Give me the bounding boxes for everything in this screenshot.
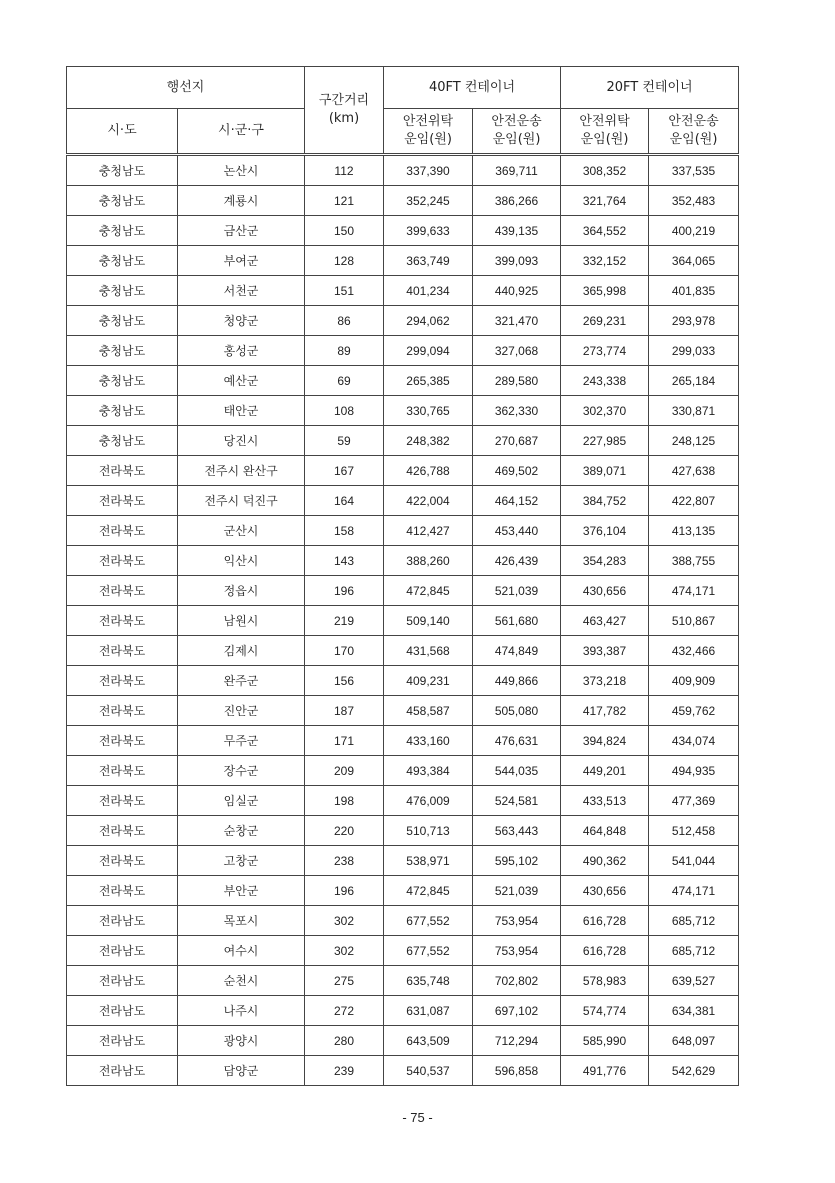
ft40-consign-fare: 677,552: [384, 936, 473, 966]
ft40-consign-fare: 388,260: [384, 546, 473, 576]
ft20-transport-fare: 248,125: [649, 426, 739, 456]
province-cell: 충청남도: [67, 426, 178, 456]
rate-table-body: [67, 155, 739, 1086]
freight-rate-table: [66, 66, 739, 1086]
ft40-transport-fare: 596,858: [473, 1056, 561, 1086]
table-row: [67, 906, 739, 936]
table-row: [67, 996, 739, 1026]
ft20-consign-header: [561, 109, 649, 155]
province-cell: 전라남도: [67, 966, 178, 996]
ft40-transport-fare: 426,439: [473, 546, 561, 576]
distance-header-unit: (km): [328, 111, 360, 126]
ft40-transport-header: [473, 109, 561, 155]
ft40-transport-fare: 449,866: [473, 666, 561, 696]
province-cell: 전라남도: [67, 1026, 178, 1056]
ft20-consign-fare: 389,071: [561, 456, 649, 486]
page-number: - 75 -: [402, 1110, 433, 1125]
distance-cell: 156: [305, 666, 384, 696]
ft20-transport-fare: 685,712: [649, 906, 739, 936]
distance-cell: 272: [305, 996, 384, 1026]
ft20-transport-fare: 413,135: [649, 516, 739, 546]
province-cell: 전라북도: [67, 756, 178, 786]
ft20-transport-fare: 330,871: [649, 396, 739, 426]
ft20-transport-fare: 388,755: [649, 546, 739, 576]
city-cell: 계룡시: [178, 186, 305, 216]
ft40-consign-fare: 399,633: [384, 216, 473, 246]
ft20-consign-fare: 574,774: [561, 996, 649, 1026]
ft40-consign-fare: 472,845: [384, 876, 473, 906]
ft40-transport-fare: 521,039: [473, 576, 561, 606]
ft40-consign-fare: 476,009: [384, 786, 473, 816]
table-row: [67, 426, 739, 456]
city-header: 시·군·구: [178, 109, 305, 155]
distance-cell: 239: [305, 1056, 384, 1086]
province-cell: 전라북도: [67, 636, 178, 666]
ft40-consign-fare: 265,385: [384, 366, 473, 396]
city-cell: 부안군: [178, 876, 305, 906]
ft40-transport-fare: 505,080: [473, 696, 561, 726]
province-cell: 전라남도: [67, 996, 178, 1026]
province-cell: 충청남도: [67, 366, 178, 396]
ft40-consign-fare: 422,004: [384, 486, 473, 516]
table-row: [67, 876, 739, 906]
ft40-transport-fare: 563,443: [473, 816, 561, 846]
ft40-transport-fare: 399,093: [473, 246, 561, 276]
fare-unit-label: 운임(원): [580, 132, 629, 147]
ft40-consign-fare: 493,384: [384, 756, 473, 786]
ft40-consign-fare: 412,427: [384, 516, 473, 546]
ft40-consign-fare: 631,087: [384, 996, 473, 1026]
ft20-consign-fare: 463,427: [561, 606, 649, 636]
ft40-consign-fare: 299,094: [384, 336, 473, 366]
distance-cell: 170: [305, 636, 384, 666]
distance-cell: 128: [305, 246, 384, 276]
ft20-transport-fare: 434,074: [649, 726, 739, 756]
distance-cell: 164: [305, 486, 384, 516]
fare-unit-label: 운임(원): [492, 132, 541, 147]
ft40-transport-fare: 453,440: [473, 516, 561, 546]
ft40-transport-fare: 697,102: [473, 996, 561, 1026]
ft20-transport-fare: 337,535: [649, 155, 739, 186]
table-row: [67, 516, 739, 546]
province-cell: 충청남도: [67, 246, 178, 276]
ft40-transport-fare: 753,954: [473, 936, 561, 966]
table-row: [67, 216, 739, 246]
province-cell: 전라북도: [67, 876, 178, 906]
table-row: [67, 696, 739, 726]
consign-label: 안전위탁: [402, 114, 454, 129]
ft20-transport-fare: 293,978: [649, 306, 739, 336]
distance-cell: 86: [305, 306, 384, 336]
ft20-consign-fare: 273,774: [561, 336, 649, 366]
city-cell: 완주군: [178, 666, 305, 696]
province-cell: 전라북도: [67, 816, 178, 846]
ft40-transport-fare: 464,152: [473, 486, 561, 516]
province-cell: 충청남도: [67, 216, 178, 246]
ft20-consign-fare: 243,338: [561, 366, 649, 396]
city-cell: 순천시: [178, 966, 305, 996]
table-row: [67, 456, 739, 486]
city-cell: 광양시: [178, 1026, 305, 1056]
distance-cell: 302: [305, 936, 384, 966]
province-cell: 충청남도: [67, 396, 178, 426]
ft40-consign-fare: 363,749: [384, 246, 473, 276]
table-row: [67, 666, 739, 696]
ft20-consign-fare: 449,201: [561, 756, 649, 786]
city-cell: 장수군: [178, 756, 305, 786]
province-cell: 전라북도: [67, 486, 178, 516]
ft40-consign-fare: 540,537: [384, 1056, 473, 1086]
ft40-consign-fare: 635,748: [384, 966, 473, 996]
table-row: [67, 396, 739, 426]
city-cell: 전주시 덕진구: [178, 486, 305, 516]
distance-cell: 280: [305, 1026, 384, 1056]
city-cell: 전주시 완산구: [178, 456, 305, 486]
ft20-consign-fare: 490,362: [561, 846, 649, 876]
ft20-consign-fare: 393,387: [561, 636, 649, 666]
ft40-consign-fare: 431,568: [384, 636, 473, 666]
ft40-consign-fare: 337,390: [384, 155, 473, 186]
city-cell: 태안군: [178, 396, 305, 426]
city-cell: 부여군: [178, 246, 305, 276]
consign-label: 안전위탁: [579, 114, 630, 129]
ft20-transport-fare: 639,527: [649, 966, 739, 996]
ft20-consign-fare: 321,764: [561, 186, 649, 216]
ft20-consign-fare: 365,998: [561, 276, 649, 306]
ft40-consign-fare: 510,713: [384, 816, 473, 846]
table-row: [67, 726, 739, 756]
ft20-transport-header: [649, 109, 739, 155]
ft20-consign-fare: 616,728: [561, 906, 649, 936]
ft40-consign-fare: 426,788: [384, 456, 473, 486]
city-cell: 목포시: [178, 906, 305, 936]
province-cell: 충청남도: [67, 186, 178, 216]
province-cell: 전라남도: [67, 906, 178, 936]
ft20-consign-fare: 616,728: [561, 936, 649, 966]
table-row: [67, 306, 739, 336]
table-row: [67, 486, 739, 516]
ft20-transport-fare: 512,458: [649, 816, 739, 846]
province-cell: 전라북도: [67, 846, 178, 876]
ft20-consign-fare: 417,782: [561, 696, 649, 726]
province-cell: 충청남도: [67, 306, 178, 336]
ft40-transport-fare: 270,687: [473, 426, 561, 456]
distance-cell: 151: [305, 276, 384, 306]
province-cell: 전라북도: [67, 666, 178, 696]
province-cell: 전라남도: [67, 1056, 178, 1086]
ft40-transport-fare: 327,068: [473, 336, 561, 366]
ft20-transport-fare: 494,935: [649, 756, 739, 786]
distance-cell: 220: [305, 816, 384, 846]
table-row: [67, 636, 739, 666]
table-row: [67, 1026, 739, 1056]
ft20-consign-fare: 354,283: [561, 546, 649, 576]
ft40-consign-fare: 433,160: [384, 726, 473, 756]
ft40-transport-fare: 439,135: [473, 216, 561, 246]
province-header: 시·도: [67, 109, 178, 155]
ft20-transport-fare: 474,171: [649, 576, 739, 606]
ft20-header: 20FT 컨테이너: [561, 67, 739, 109]
ft20-transport-fare: 364,065: [649, 246, 739, 276]
distance-cell: 196: [305, 876, 384, 906]
distance-cell: 275: [305, 966, 384, 996]
ft40-transport-fare: 469,502: [473, 456, 561, 486]
ft20-consign-fare: 373,218: [561, 666, 649, 696]
city-cell: 홍성군: [178, 336, 305, 366]
province-cell: 충청남도: [67, 336, 178, 366]
header-row-2: [67, 109, 739, 155]
city-cell: 청양군: [178, 306, 305, 336]
distance-cell: 121: [305, 186, 384, 216]
table-row: [67, 576, 739, 606]
ft40-transport-fare: 524,581: [473, 786, 561, 816]
distance-header: [305, 67, 384, 155]
ft40-consign-fare: 409,231: [384, 666, 473, 696]
table-row: [67, 816, 739, 846]
province-cell: 전라남도: [67, 936, 178, 966]
distance-header-label: 구간거리: [318, 93, 370, 108]
ft40-header: 40FT 컨테이너: [384, 67, 561, 109]
ft20-consign-fare: 394,824: [561, 726, 649, 756]
city-cell: 군산시: [178, 516, 305, 546]
city-cell: 논산시: [178, 155, 305, 186]
ft20-transport-fare: 400,219: [649, 216, 739, 246]
ft20-consign-fare: 491,776: [561, 1056, 649, 1086]
table-row: [67, 1056, 739, 1086]
ft20-consign-fare: 578,983: [561, 966, 649, 996]
province-cell: 전라북도: [67, 516, 178, 546]
ft20-consign-fare: 464,848: [561, 816, 649, 846]
ft20-consign-fare: 269,231: [561, 306, 649, 336]
distance-cell: 150: [305, 216, 384, 246]
ft40-transport-fare: 521,039: [473, 876, 561, 906]
distance-cell: 143: [305, 546, 384, 576]
table-row: [67, 786, 739, 816]
city-cell: 여수시: [178, 936, 305, 966]
ft40-consign-fare: 472,845: [384, 576, 473, 606]
ft20-transport-fare: 352,483: [649, 186, 739, 216]
ft40-consign-fare: 294,062: [384, 306, 473, 336]
ft20-consign-fare: 364,552: [561, 216, 649, 246]
ft40-transport-fare: 702,802: [473, 966, 561, 996]
ft20-consign-fare: 585,990: [561, 1026, 649, 1056]
destination-header: 행선지: [67, 67, 305, 109]
ft20-consign-fare: 308,352: [561, 155, 649, 186]
table-row: [67, 546, 739, 576]
table-row: [67, 936, 739, 966]
ft40-transport-fare: 753,954: [473, 906, 561, 936]
city-cell: 나주시: [178, 996, 305, 1026]
distance-cell: 187: [305, 696, 384, 726]
city-cell: 남원시: [178, 606, 305, 636]
ft20-consign-fare: 227,985: [561, 426, 649, 456]
ft20-transport-fare: 542,629: [649, 1056, 739, 1086]
ft40-consign-fare: 330,765: [384, 396, 473, 426]
table-row: [67, 186, 739, 216]
ft40-consign-fare: 509,140: [384, 606, 473, 636]
header-row-1: [67, 67, 739, 109]
ft40-transport-fare: 474,849: [473, 636, 561, 666]
ft20-transport-fare: 299,033: [649, 336, 739, 366]
distance-cell: 302: [305, 906, 384, 936]
distance-cell: 196: [305, 576, 384, 606]
table-row: [67, 246, 739, 276]
city-cell: 예산군: [178, 366, 305, 396]
city-cell: 김제시: [178, 636, 305, 666]
table-row: [67, 366, 739, 396]
province-cell: 전라북도: [67, 606, 178, 636]
ft20-consign-fare: 430,656: [561, 876, 649, 906]
ft20-consign-fare: 302,370: [561, 396, 649, 426]
province-cell: 전라북도: [67, 576, 178, 606]
ft40-transport-fare: 369,711: [473, 155, 561, 186]
ft40-transport-fare: 386,266: [473, 186, 561, 216]
fare-unit-label: 운임(원): [404, 132, 452, 147]
ft40-consign-fare: 677,552: [384, 906, 473, 936]
table-row: [67, 155, 739, 186]
city-cell: 순창군: [178, 816, 305, 846]
ft40-transport-fare: 561,680: [473, 606, 561, 636]
ft20-consign-fare: 433,513: [561, 786, 649, 816]
ft20-transport-fare: 477,369: [649, 786, 739, 816]
distance-cell: 209: [305, 756, 384, 786]
ft20-transport-fare: 541,044: [649, 846, 739, 876]
ft20-transport-fare: 510,867: [649, 606, 739, 636]
ft20-consign-fare: 430,656: [561, 576, 649, 606]
table-row: [67, 276, 739, 306]
ft40-consign-fare: 643,509: [384, 1026, 473, 1056]
ft20-consign-fare: 332,152: [561, 246, 649, 276]
ft40-transport-fare: 476,631: [473, 726, 561, 756]
ft40-transport-fare: 362,330: [473, 396, 561, 426]
ft20-consign-fare: 376,104: [561, 516, 649, 546]
ft20-transport-fare: 648,097: [649, 1026, 739, 1056]
city-cell: 담양군: [178, 1056, 305, 1086]
ft20-transport-fare: 685,712: [649, 936, 739, 966]
table-row: [67, 966, 739, 996]
table-row: [67, 846, 739, 876]
table-row: [67, 756, 739, 786]
ft40-consign-fare: 248,382: [384, 426, 473, 456]
city-cell: 무주군: [178, 726, 305, 756]
city-cell: 서천군: [178, 276, 305, 306]
ft20-transport-fare: 409,909: [649, 666, 739, 696]
ft20-transport-fare: 265,184: [649, 366, 739, 396]
province-cell: 충청남도: [67, 276, 178, 306]
distance-cell: 89: [305, 336, 384, 366]
city-cell: 당진시: [178, 426, 305, 456]
ft20-transport-fare: 634,381: [649, 996, 739, 1026]
ft20-consign-fare: 384,752: [561, 486, 649, 516]
ft20-transport-fare: 422,807: [649, 486, 739, 516]
ft40-transport-fare: 544,035: [473, 756, 561, 786]
ft20-transport-fare: 427,638: [649, 456, 739, 486]
ft20-transport-fare: 459,762: [649, 696, 739, 726]
city-cell: 진안군: [178, 696, 305, 726]
province-cell: 충청남도: [67, 155, 178, 186]
distance-cell: 219: [305, 606, 384, 636]
distance-cell: 59: [305, 426, 384, 456]
city-cell: 정읍시: [178, 576, 305, 606]
city-cell: 익산시: [178, 546, 305, 576]
ft40-consign-fare: 538,971: [384, 846, 473, 876]
province-cell: 전라북도: [67, 456, 178, 486]
city-cell: 고창군: [178, 846, 305, 876]
city-cell: 임실군: [178, 786, 305, 816]
province-cell: 전라북도: [67, 546, 178, 576]
city-cell: 금산군: [178, 216, 305, 246]
distance-cell: 238: [305, 846, 384, 876]
province-cell: 전라북도: [67, 726, 178, 756]
distance-cell: 158: [305, 516, 384, 546]
distance-cell: 108: [305, 396, 384, 426]
ft40-consign-fare: 352,245: [384, 186, 473, 216]
transport-label: 안전운송: [668, 114, 719, 129]
ft20-transport-fare: 432,466: [649, 636, 739, 666]
province-cell: 전라북도: [67, 786, 178, 816]
ft20-transport-fare: 474,171: [649, 876, 739, 906]
ft40-consign-fare: 401,234: [384, 276, 473, 306]
ft40-consign-fare: 458,587: [384, 696, 473, 726]
distance-cell: 171: [305, 726, 384, 756]
distance-cell: 69: [305, 366, 384, 396]
table-row: [67, 606, 739, 636]
ft40-consign-header: [384, 109, 473, 155]
ft40-transport-fare: 712,294: [473, 1026, 561, 1056]
transport-label: 안전운송: [491, 114, 542, 129]
ft40-transport-fare: 595,102: [473, 846, 561, 876]
distance-cell: 167: [305, 456, 384, 486]
ft40-transport-fare: 321,470: [473, 306, 561, 336]
ft40-transport-fare: 440,925: [473, 276, 561, 306]
table-row: [67, 336, 739, 366]
distance-cell: 198: [305, 786, 384, 816]
fare-unit-label: 운임(원): [669, 132, 718, 147]
ft40-transport-fare: 289,580: [473, 366, 561, 396]
province-cell: 전라북도: [67, 696, 178, 726]
ft20-transport-fare: 401,835: [649, 276, 739, 306]
distance-cell: 112: [305, 155, 384, 186]
